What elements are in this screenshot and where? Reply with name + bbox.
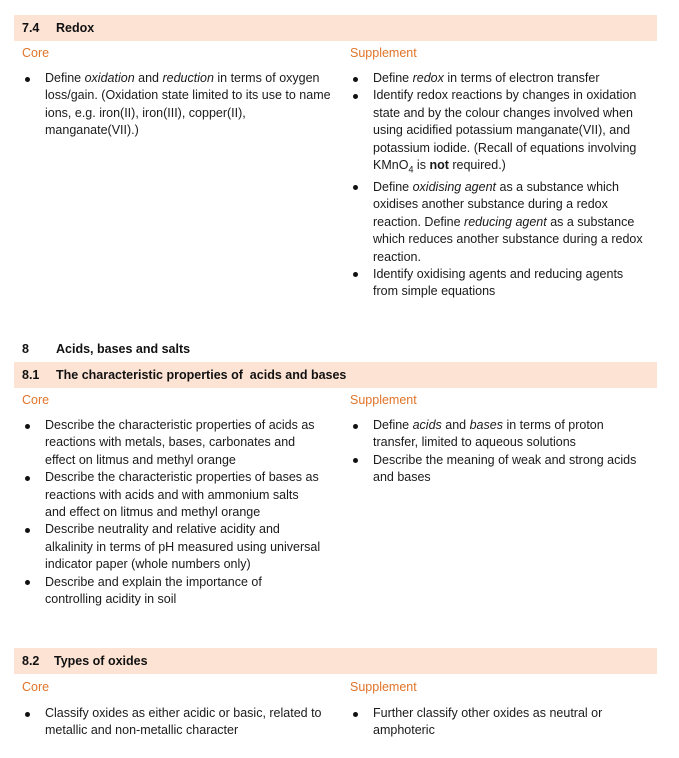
section-title: Redox [56, 21, 95, 35]
list-item: Describe the meaning of weak and strong acids and bases [350, 452, 642, 487]
list-item: Describe the characteristic properties of bases as reactions with acids and with ammonium salts and effect on litmus and methyl orange [22, 469, 322, 521]
list-item: Classify oxides as either acidic or basic, related to metallic and non-metallic character [22, 705, 332, 740]
core-label: Core [22, 393, 50, 407]
list-item: Describe the characteristic properties of acids as reactions with metals, bases, carbonates and effect on litmus and methyl orange [22, 417, 322, 469]
supplement-label: Supplement [350, 393, 417, 407]
list-item: Identify redox reactions by changes in oxidation state and by the colour changes involved when using acidified potassium manganate(VII), and potassium iodide. (Recall of equations involving KMnO$_4$ is not required.) [350, 87, 650, 179]
section-number: 8.1 [22, 368, 40, 382]
section-8-2-heading [22, 654, 148, 668]
list-item: Define acids and bases in terms of proton transfer, limited to aqueous solutions [350, 417, 642, 452]
section-title: Acids, bases and salts [56, 342, 191, 356]
section-title: The characteristic properties of acids and bases [56, 368, 347, 382]
core-label: Core [22, 680, 50, 694]
section-8-2-core-list [22, 705, 332, 740]
section-7-4-heading [22, 21, 94, 35]
list-item: Define oxidation and reduction in terms of oxygen loss/gain. (Oxidation state limited to its use to name ions, e.g. iron(II), iron(III), copper(II), manganate(VII).) [22, 70, 332, 140]
supplement-label: Supplement [350, 680, 417, 694]
section-8-1-heading [22, 368, 346, 382]
section-8-heading [22, 342, 190, 356]
section-7-4-core-list [22, 70, 332, 140]
list-item: Identify oxidising agents and reducing agents from simple equations [350, 266, 650, 301]
section-7-4-header-band [14, 15, 657, 41]
section-number: 7.4 [22, 21, 40, 35]
supplement-label: Supplement [350, 46, 417, 60]
section-8-1-core-list [22, 417, 322, 608]
section-7-4-supplement-list [350, 70, 650, 301]
section-number: 8.2 [22, 654, 40, 668]
list-item: Define oxidising agent as a substance which oxidises another substance during a redox reaction. Define reducing agent as a substance which reduces another substance during a redox reaction. [350, 179, 650, 266]
list-item: Describe and explain the importance of controlling acidity in soil [22, 574, 322, 609]
section-title: Types of oxides [54, 654, 148, 668]
list-item: Describe neutrality and relative acidity and alkalinity in terms of pH measured using universal indicator paper (whole numbers only) [22, 521, 322, 573]
section-number: 8 [22, 342, 29, 356]
list-item: Define redox in terms of electron transfer [350, 70, 650, 87]
list-item: Further classify other oxides as neutral or amphoteric [350, 705, 640, 740]
section-8-1-supplement-list [350, 417, 642, 487]
core-label: Core [22, 46, 50, 60]
section-8-2-supplement-list [350, 705, 640, 740]
